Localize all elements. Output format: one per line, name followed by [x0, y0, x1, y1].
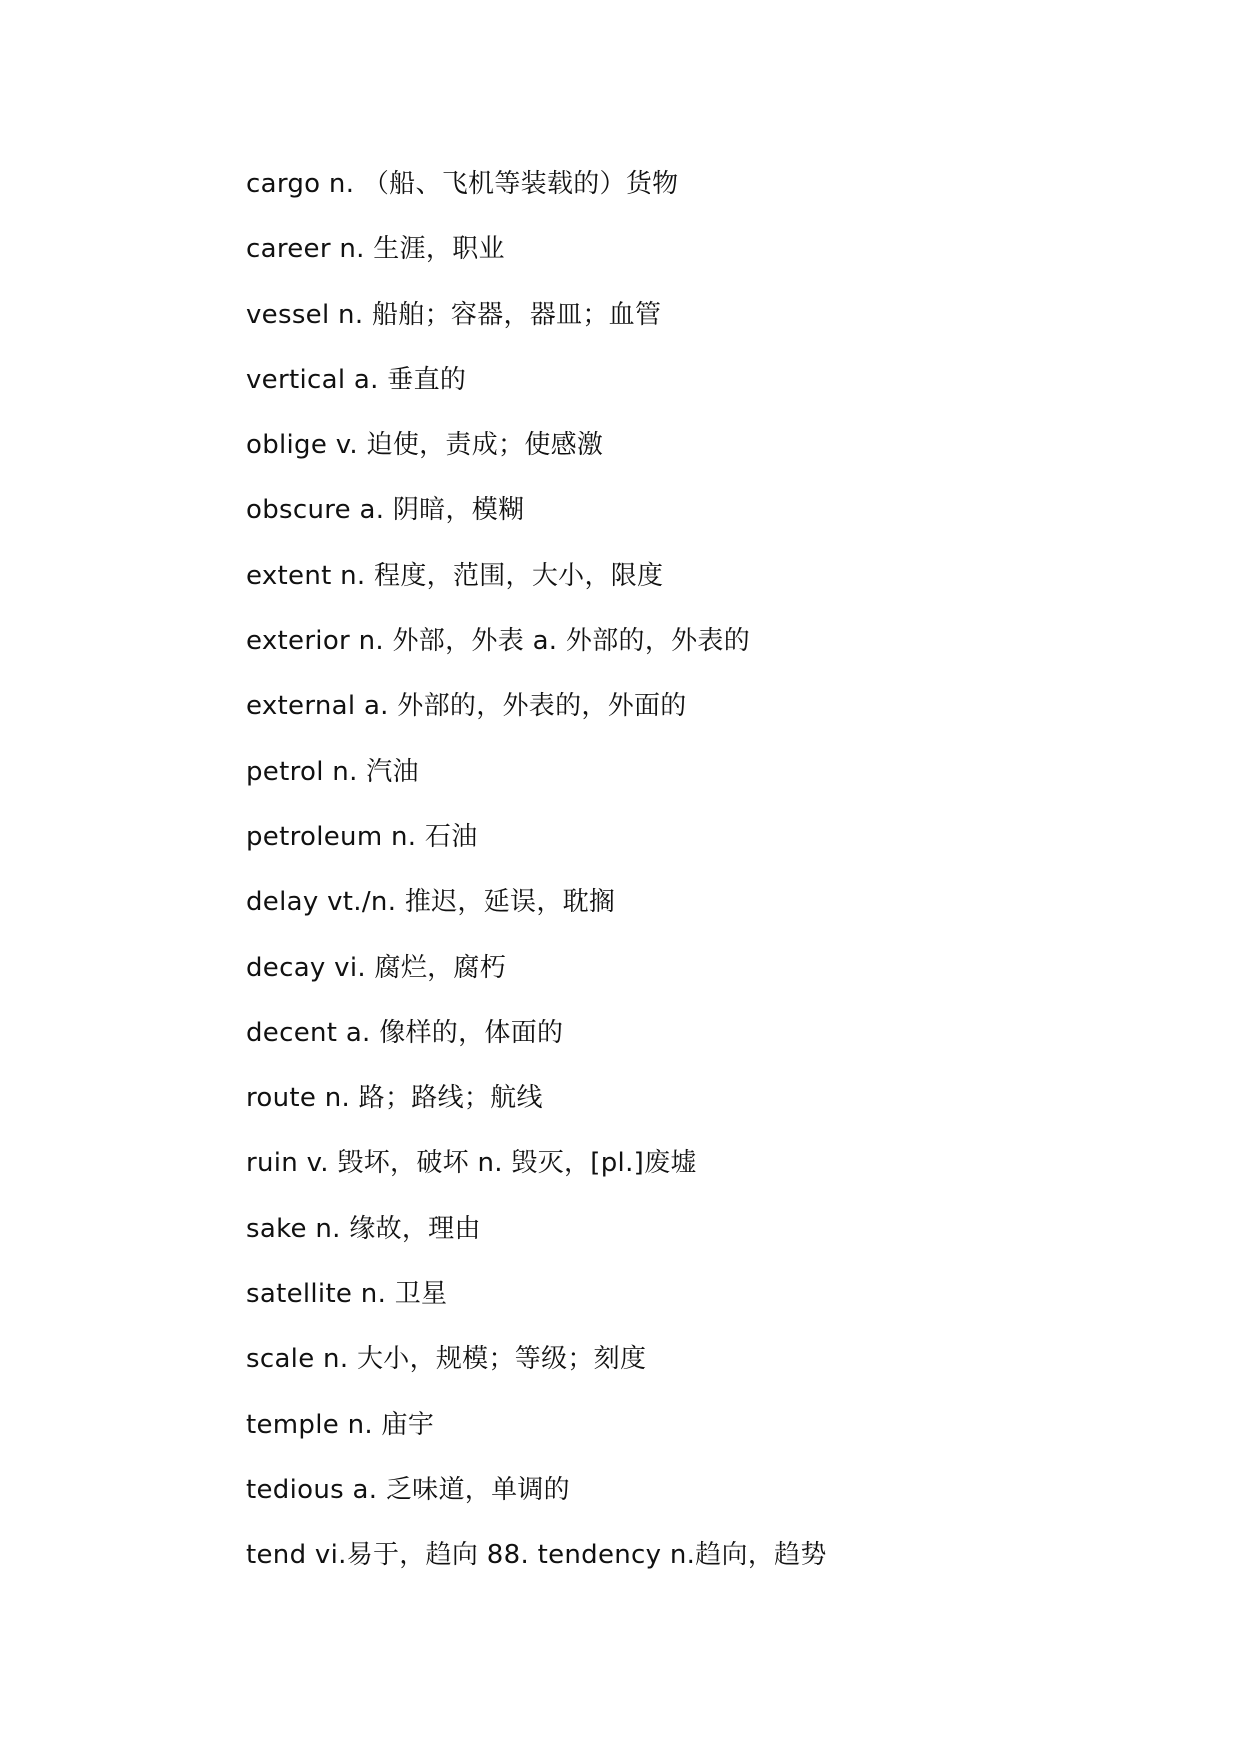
vocab-entry-tend: tend vi.易于，趋向 88. tendency n.趋向，趋势 [246, 1540, 827, 1571]
vocab-entry-obscure: obscure a. 阴暗，模糊 [246, 495, 525, 526]
vocab-entry-exterior: exterior n. 外部，外表 a. 外部的，外表的 [246, 626, 751, 657]
vocab-entry-extent: extent n. 程度，范围，大小，限度 [246, 560, 664, 591]
vocab-entry-petroleum: petroleum n. 石油 [246, 821, 478, 852]
vocab-entry-vessel: vessel n. 船舶；容器，器皿；血管 [246, 299, 662, 330]
vocab-entry-sake: sake n. 缘故，理由 [246, 1213, 481, 1244]
vocab-entry-route: route n. 路；路线；航线 [246, 1083, 543, 1114]
vocab-entry-oblige: oblige v. 迫使，责成；使感激 [246, 430, 604, 461]
vocab-entry-petrol: petrol n. 汽油 [246, 756, 419, 787]
vocab-entry-tedious: tedious a. 乏味道，单调的 [246, 1474, 570, 1505]
vocab-entry-decay: decay vi. 腐烂，腐朽 [246, 952, 507, 983]
vocabulary-list [246, 158, 1196, 1595]
vocab-entry-vertical: vertical a. 垂直的 [246, 364, 467, 395]
vocab-entry-external: external a. 外部的，外表的，外面的 [246, 691, 687, 722]
vocab-entry-satellite: satellite n. 卫星 [246, 1279, 448, 1310]
vocab-entry-decent: decent a. 像样的，体面的 [246, 1017, 564, 1048]
vocab-entry-career: career n. 生涯，职业 [246, 234, 505, 265]
vocab-entry-delay: delay vt./n. 推迟，延误，耽搁 [246, 887, 616, 918]
vocab-entry-cargo: cargo n. （船、飞机等装载的）货物 [246, 169, 679, 199]
vocab-entry-scale: scale n. 大小，规模；等级；刻度 [246, 1344, 647, 1375]
vocab-entry-temple: temple n. 庙宇 [246, 1409, 435, 1440]
vocab-entry-ruin: ruin v. 毁坏，破坏 n. 毁灭，[pl.]废墟 [246, 1148, 697, 1179]
